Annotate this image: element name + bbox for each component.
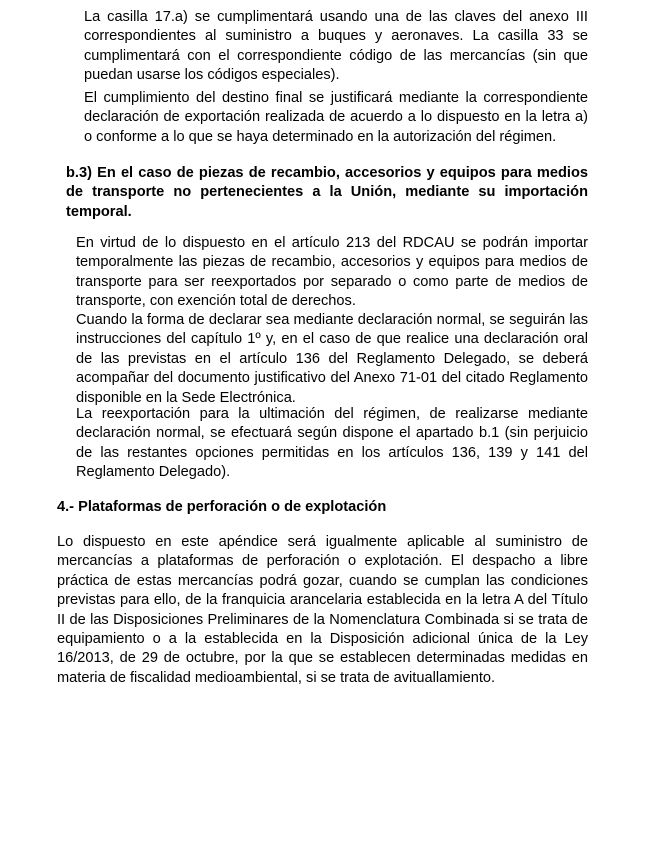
paragraph-forma-declarar: Cuando la forma de declarar sea mediante declaración normal, se seguirán las instrucciones del capítulo 1º y, en el caso de que realice una declaración oral de las previstas en el artículo 136 del Reglamento Delegado, se deberá acompañar del documento justificativo del Anexo 71-01 del citado Reglamento disponible en la Sede Electrónica.: [76, 312, 588, 406]
paragraph-destino-final: El cumplimiento del destino final se justificará mediante la correspondiente declaración de exportación realizada de acuerdo a lo dispuesto en la letra a) o conforme a lo que se haya determinado en la autorización del régimen.: [84, 90, 588, 145]
paragraph-casilla-17a: La casilla 17.a) se cumplimentará usando una de las claves del anexo III correspondientes al suministro a buques y aeronaves. La casilla 33 se cumplimentará con el correspondiente código de las mercancías (sin que puedan usarse los códigos especiales).: [84, 9, 588, 84]
paragraph-articulo-213: En virtud de lo dispuesto en el artículo 213 del RDCAU se podrán importar temporalmente las piezas de recambio, accesorios y equipos para medios de transporte para ser reexportados por separado o como parte de medios de transporte, con exención total de derechos.: [76, 235, 588, 310]
paragraph-plataformas: Lo dispuesto en este apéndice será igualmente aplicable al suministro de mercancías a plataformas de perforación o explotación. El despacho a libre práctica de estas mercancías podrá gozar, cuando se cumplan las condiciones previstas para ello, de la franquicia arancelaria establecida en la letra A del Título II de las Disposiciones Preliminares de la Nomenclatura Combinada si se trata de equipamiento o a la establecida en la Disposición adicional única de la Ley 16/2013, de 29 de octubre, por la que se establecen determinadas medidas en materia de fiscalidad medioambiental, si se trata de avituallamiento.: [57, 534, 588, 686]
section-4-heading: 4.- Plataformas de perforación o de explotación: [57, 499, 387, 515]
section-b3-heading: b.3) En el caso de piezas de recambio, accesorios y equipos para medios de transporte no pertenecientes a la Unión, mediante su importación temporal.: [66, 165, 588, 220]
paragraph-reexportacion: La reexportación para la ultimación del régimen, de realizarse mediante declaración normal, se efectuará según dispone el apartado b.1 (sin perjuicio de las restantes opciones permitidas en los artículos 136, 139 y 141 del Reglamento Delegado).: [76, 406, 588, 481]
